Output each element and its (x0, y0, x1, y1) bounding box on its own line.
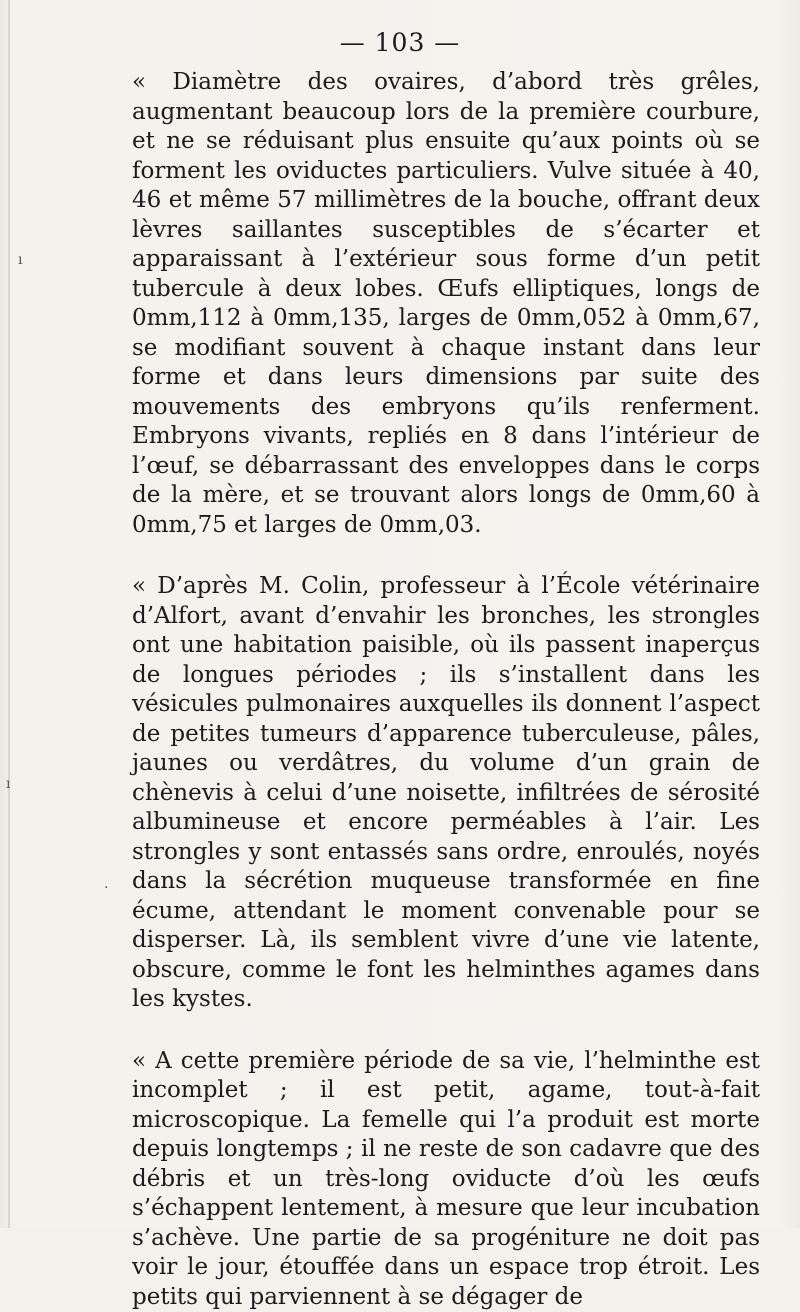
page-edge-shadow (8, 0, 10, 1228)
body-text (132, 68, 760, 1312)
margin-speck: ı (6, 776, 10, 792)
paragraph-first-period: « A cette première période de sa vie, l’helminthe est incomplet ; il est petit, agame, tout-à-fait microscopique. La femelle qui l’a produit est morte depuis longtemps ; il ne reste de son cadavre que des débris et un très-long oviducte d’où les œufs s’échappent lentement, à mesure que leur incubation s’achève. Une partie de sa progéniture ne doit pas voir le jour, étouffée dans un espace trop étroit. Les petits qui parviennent à se dégager de (132, 1047, 760, 1312)
paragraph-colin: « D’après M. Colin, professeur à l’École vétérinaire d’Alfort, avant d’envahir les bronches, les strongles ont une habitation paisible, où ils passent inaperçus de longues périodes ; ils s’installent dans les vésicules pulmonaires auxquelles ils donnent l’aspect de petites tumeurs d’apparence tuberculeuse, pâles, jaunes ou verdâtres, du volume d’un grain de chènevis à celui d’une noisette, infiltrées de sérosité albumineuse et encore perméables à l’air. Les strongles y sont entassés sans ordre, enroulés, noyés dans la sécrétion muqueuse transformée en fine écume, attendant le moment convenable pour se disperser. Là, ils semblent vivre d’une vie latente, obscure, comme le font les helminthes agames dans les kystes. (132, 572, 760, 1015)
margin-speck: · (104, 880, 108, 896)
page-number: — 103 — (0, 28, 800, 57)
paragraph-ovaries: « Diamètre des ovaires, d’abord très grêles, augmentant beaucoup lors de la première courbure, et ne se réduisant plus ensuite qu’aux points où se forment les oviductes particuliers. Vulve située à 40, 46 et même 57 millimètres de la bouche, offrant deux lèvres saillantes susceptibles de s’écarter et apparaissant à l’extérieur sous forme d’un petit tubercule à deux lobes. Œufs elliptiques, longs de 0mm,112 à 0mm,135, larges de 0mm,052 à 0mm,67, se modifiant souvent à chaque instant dans leur forme et dans leurs dimensions par suite des mouvements des embryons qu’ils renferment. Embryons vivants, repliés en 8 dans l’intérieur de l’œuf, se débarrassant des enveloppes dans le corps de la mère, et se trouvant alors longs de 0mm,60 à 0mm,75 et larges de 0mm,03. (132, 68, 760, 540)
margin-speck: ı (18, 252, 22, 268)
